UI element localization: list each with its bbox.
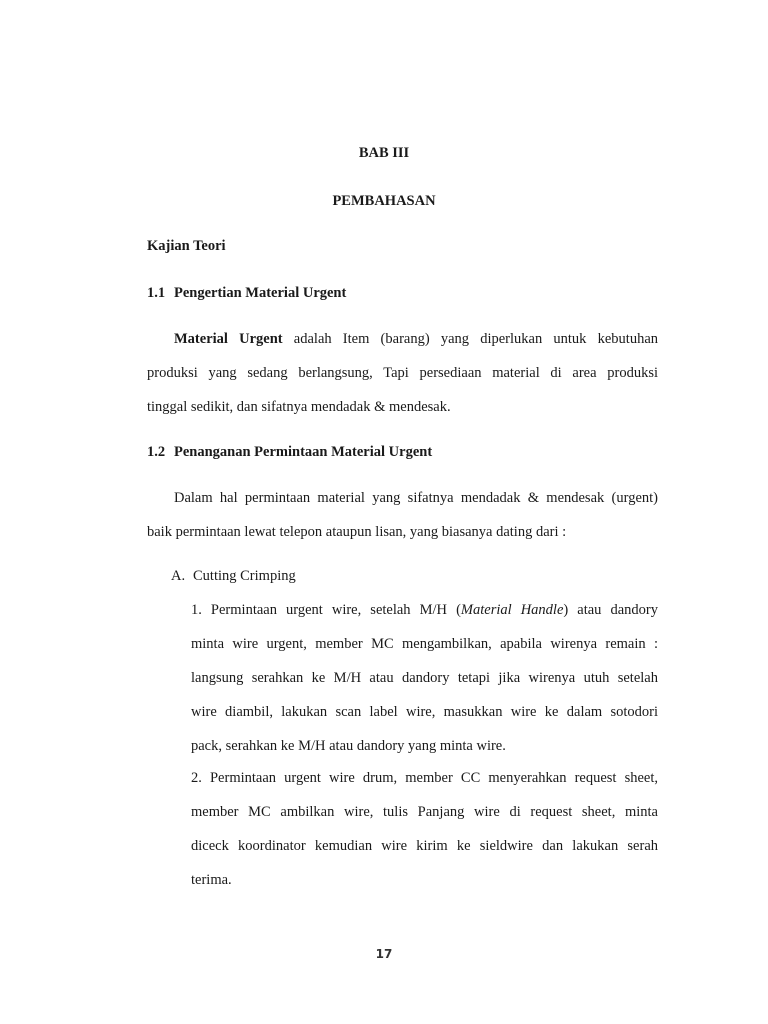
subsection-number: 1.1 (147, 285, 166, 301)
list-item-1 (191, 593, 658, 763)
list-item-2 (191, 761, 658, 897)
paragraph-line: baik permintaan lewat telepon ataupun lisan, yang biasanya dating dari : (147, 524, 567, 540)
list-marker: A. (171, 568, 186, 584)
paragraph-line: Dalam hal permintaan material yang sifatnya mendadak & mendesak (urgent) (174, 490, 658, 506)
subsection-heading-1-2 (147, 444, 432, 461)
paragraph-line: tinggal sedikit, dan sifatnya mendadak & mendesak. (147, 399, 451, 415)
subsection-title: Pengertian Material Urgent (174, 285, 347, 301)
paragraph-line (147, 322, 658, 356)
paragraph-line: langsung serahkan ke M/H atau dandory tetapi jika wirenya utuh setelah (191, 670, 658, 686)
paragraph-definition (147, 322, 658, 424)
chapter-label: BAB III (358, 145, 410, 161)
list-label: Cutting Crimping (193, 568, 296, 584)
paragraph-line: terima. (191, 872, 232, 888)
paragraph-line: 2. Permintaan urgent wire drum, member CC menyerahkan request sheet, (191, 770, 658, 786)
subsection-number: 1.2 (147, 444, 166, 460)
paragraph-line: produksi yang sedang berlangsung, Tapi persediaan material di area produksi (147, 365, 658, 381)
text-span: adalah Item (barang) yang diperlukan untuk kebutuhan (293, 331, 658, 347)
section-heading: Kajian Teori (147, 238, 226, 254)
paragraph-line: pack, serahkan ke M/H atau dandory yang minta wire. (191, 738, 506, 754)
chapter-title: PEMBAHASAN (332, 193, 436, 209)
bold-term: Material Urgent (174, 331, 283, 347)
subsection-heading-1-1 (147, 285, 346, 302)
text-span: 1. Permintaan urgent wire, setelah M/H ( (191, 602, 461, 618)
italic-term: Material Handle (460, 602, 564, 618)
paragraph-handling (147, 481, 658, 549)
paragraph-line: minta wire urgent, member MC mengambilkan, apabila wirenya remain : (191, 636, 658, 652)
page-number: 17 (375, 947, 393, 961)
text-span: ) atau dandory (563, 602, 658, 618)
paragraph-line: member MC ambilkan wire, tulis Panjang wire di request sheet, minta (191, 804, 658, 820)
paragraph-line (191, 593, 658, 627)
subsection-title: Penanganan Permintaan Material Urgent (174, 444, 433, 460)
list-heading-a (171, 568, 296, 585)
paragraph-line: wire diambil, lakukan scan label wire, masukkan wire ke dalam sotodori (191, 704, 658, 720)
paragraph-line: diceck koordinator kemudian wire kirim ke sieldwire dan lakukan serah (191, 838, 658, 854)
